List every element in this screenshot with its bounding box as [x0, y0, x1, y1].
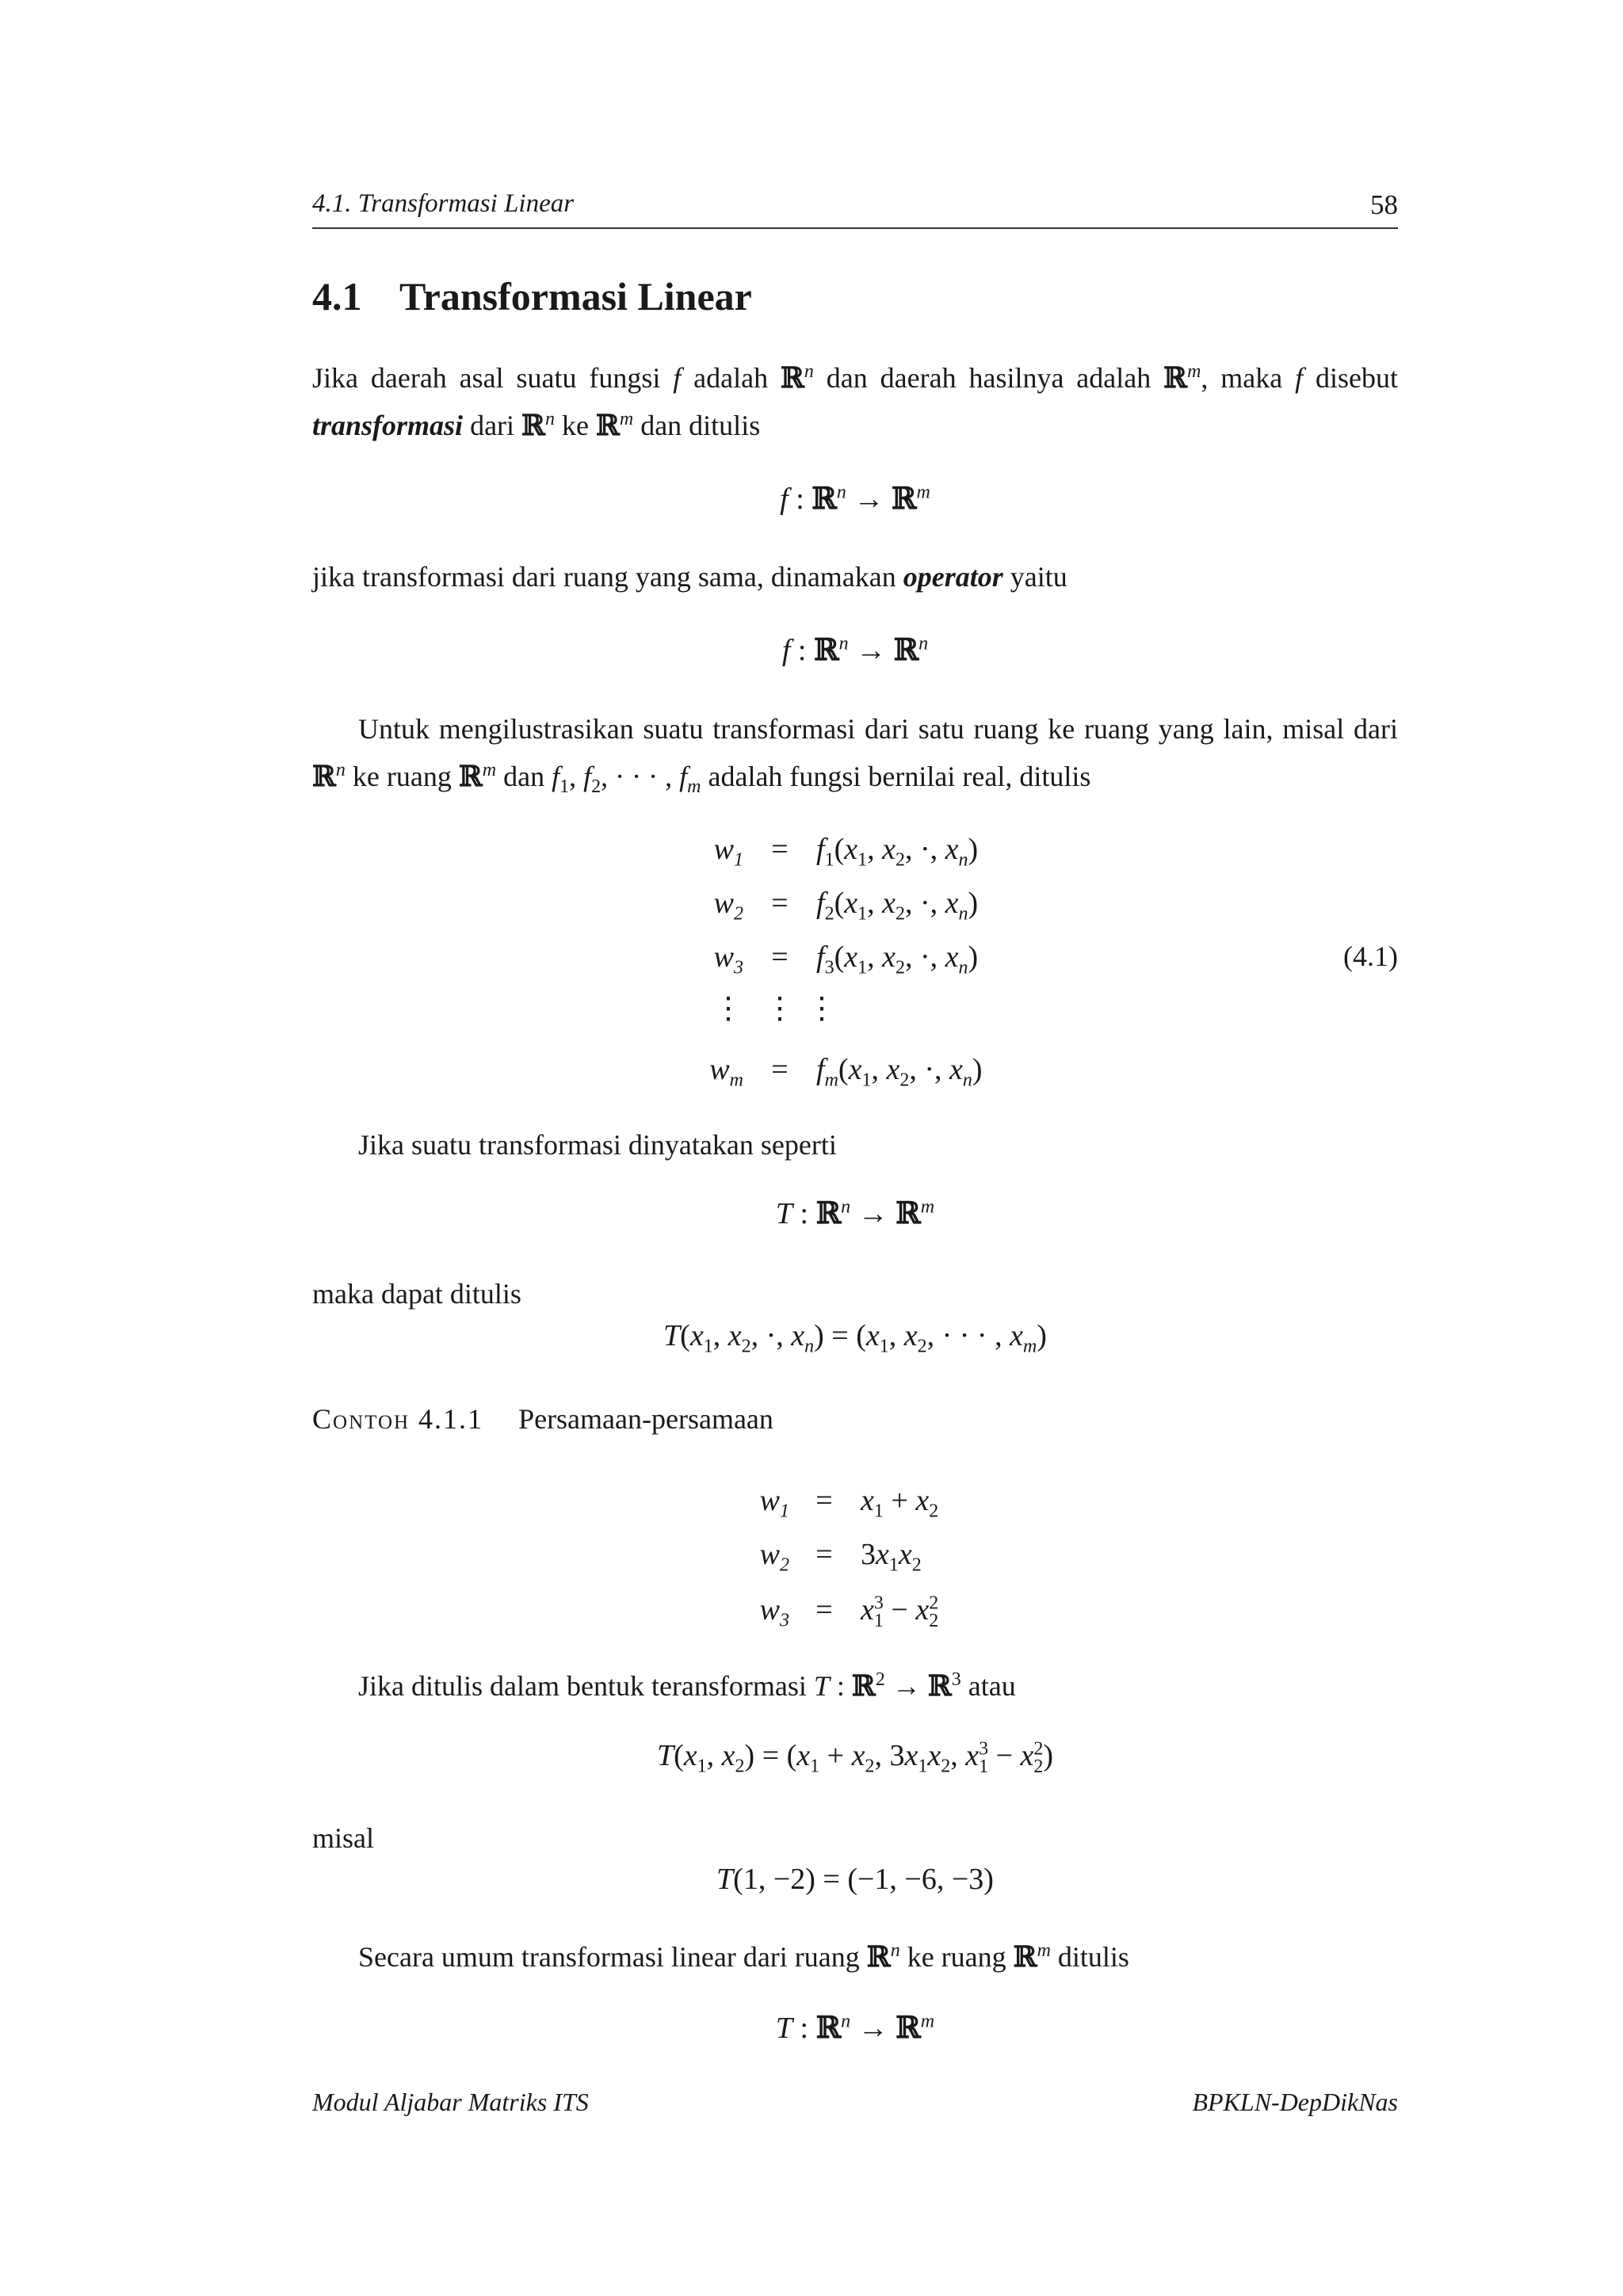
example-heading — [312, 1402, 773, 1436]
paragraph-general-linear: Secara umum transformasi linear dari ruang ℝ$^n$ ke ruang ℝ$^m$ ditulis — [358, 1940, 1129, 1974]
example-text: Persamaan-persamaan — [518, 1403, 773, 1435]
paragraph-operator: jika transformasi dari ruang yang sama, dinamakan operator yaitu — [312, 561, 1067, 593]
display-equation-operator: f : ℝ$^n$ → ℝ$^n$ — [781, 631, 929, 667]
section-title — [312, 273, 752, 319]
footer-left: Modul Aljabar Matriks ITS — [312, 2088, 589, 2116]
display-equation-T-general: $T(x_1$, $x_2$, ·, $x_n) = (x_1$, $x_2$, · · · , $x_m$) — [663, 1319, 1047, 1357]
paragraph-written-form: Jika ditulis dalam bentuk teransformasi T : ℝ$^2$ → ℝ$^3$ atau — [358, 1669, 1016, 1703]
example-label: Contoh 4.1.1 — [312, 1403, 484, 1435]
footer — [312, 2088, 1398, 2117]
paragraph-definition: Jika daerah asal suatu fungsi f adalah ℝ$^n$ dan daerah hasilnya adalah ℝ$^m$, maka f disebut transformasi dari ℝ$^n$ ke ℝ$^m$ dan ditulis — [312, 361, 1399, 442]
running-header-title: 4.1. Transformasi Linear — [312, 189, 575, 218]
page-number: 58 — [1370, 189, 1398, 220]
paragraph-illustration: Untuk mengilustrasikan suatu transformasi dari satu ruang ke ruang yang lain, misal dari ℝ$^n$ ke ruang ℝ$^m$ dan $f_1$, $f_2$, · · · , $f_m$ adalah fungsi bernilai real, ditulis — [312, 713, 1398, 798]
term-operator: operator — [903, 561, 1003, 593]
footer-right: BPKLN-DepDikNas — [1192, 2088, 1398, 2116]
display-equation-transformation: f : ℝ$^n$ → ℝ$^m$ — [780, 480, 930, 516]
display-equation-T-final: T : ℝ$^n$ → ℝ$^m$ — [775, 2009, 935, 2045]
equation-number: (4.1) — [1343, 940, 1398, 972]
display-equation-T-value: T(1, −2) = (−1, −6, −3) — [716, 1863, 994, 1896]
running-header — [312, 186, 1398, 229]
paragraph-can-be-written: maka dapat ditulis — [312, 1278, 521, 1310]
paragraph-misal: misal — [312, 1822, 374, 1854]
section-title-text: Transformasi Linear — [399, 274, 752, 318]
section-number: 4.1 — [312, 274, 362, 318]
display-equation-T: T : ℝ$^n$ → ℝ$^m$ — [775, 1195, 935, 1230]
display-equation-T-example: $T(x_1$, $x_2) = (x_1 + x_2$, $3x_1x_2$, $x^3_1 - x^2_2$) — [656, 1738, 1054, 1777]
paragraph-transform-stated: Jika suatu transformasi dinyatakan seperti — [358, 1129, 837, 1161]
term-transformasi: transformasi — [312, 410, 464, 441]
